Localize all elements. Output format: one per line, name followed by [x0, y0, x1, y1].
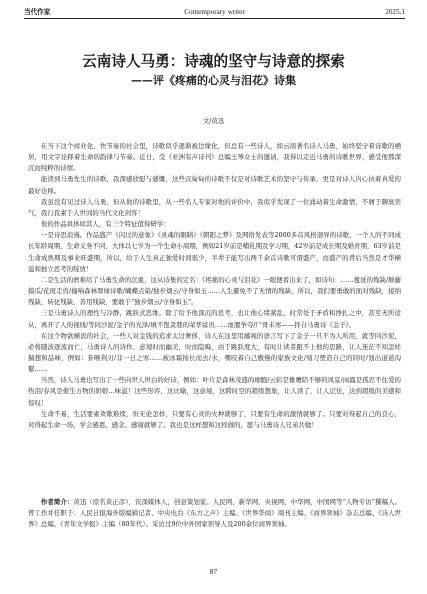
body-paragraph: 我虽没有见过诗人马勇，但从他的诗歌里，从一些名人专家对他的评价中，我似乎发现了一位涌动着生命激情，不屑于聊臭奕气，我行我素于人世间的当代文化剑客！ — [28, 197, 401, 217]
article-title: 云南诗人马勇：诗魂的坚守与诗意的探索 — [82, 53, 345, 70]
body-paragraph: 三是马勇诗人的理性与冷静，跳跃式思维。除了给予他深沉的思考，也让他心绪紧乱，时常处于矛盾和挣扎之中，甚至无所适从，离开了人的视线/等同沙泥/金子的光泽/填不饱贪婪的荣华富贵……血腥争夺/尸骨未寒——择自马勇诗《金子》。 — [28, 309, 401, 329]
body-paragraph: 生命不易，生活要素欢歌难续，但无论怎样，只要有心灵的火种就够了，只要有生命的激情就够了。只要对得起自己的良心，对得起生命一场，学会感恩、感念、感谢就够了。我也是这样想和这样做的，愿与马勇诗人兄弟共勉！ — [28, 409, 401, 429]
issue-number: 2025.1 — [385, 8, 405, 16]
author-bio-paragraph — [28, 497, 401, 530]
body-paragraph: 在当下这个商业化、快节奏的社会里，诗歌似乎逐渐被边缘化，但总有一些诗人，如云南著名诗人马勇，始终坚守着诗歌的栖居，用文字诠释着生命的韵律与节奏。近日，受《亚洲有声诗刊》总编王琴女士的邀请，我得以走近马勇的诗歌世界，感受他那深沉而纯粹的诗情。 — [28, 142, 401, 173]
page-number: 87 — [209, 567, 218, 576]
body-paragraph: 二是生活的磨难给了马勇生命的沉重，这从诗集的定名：《疼痛的心灵与泪花》一眼便看出来了，如诗句：……蔓延的残缺/顺藤摸瓜/花斑走兽/撞响森林翠绿诗歌/蝴蝶点染/独步烟云/守身如玉……人生避免不了无情的残缺，所以，我们要勇敢的面对残缺，接纳残缺，转化残缺，善用残缺，要敢于“独步烟云/守身如玉”。 — [28, 275, 401, 307]
body-paragraph: 在这个物欲横流的社会，一些人对金钱的追求太过奢侈，诗人在这里用鄙视的语言写下了金子一旦不为人所用，就等同沙泥，必将随波逐流而亡，马勇诗人的诗作，意境时而幽美，时而隐晦，由于跳跃度大，有时让读者跟不上他的思路，让人迷茫不知怎样揣想和品味，例如：卦喉利刃/非一日之寒……被冰霜扬长而去/水，嘿咬着自己傲慢的家族文化/刻刀塑造自己的同时/划出道道沟壑…… — [28, 331, 401, 374]
author-bio-label: 作者简介： — [40, 498, 74, 506]
body-paragraph: 能读到马勇先生的诗歌，我深感欣慰与感慨，这些沉甸甸的诗歌不仅是对诗歌艺术的坚守与传承，更是对诗人内心执着真爱的最好诠释。 — [28, 175, 401, 195]
magazine-name-english: Contemporary writer — [184, 8, 245, 16]
article-byline: 文/黄迅 — [202, 117, 225, 125]
running-header — [24, 7, 405, 19]
article-subtitle: ——评《疼痛的心灵与泪花》诗集 — [131, 74, 296, 87]
body-paragraph: 一是诗思浪漫。作品盛产《闪过的意象》《灵魂的眼睛》《朝阳之梦》及网络发表等2000多首风格迥异的诗歌，一个人的不同成长年龄周期，生命义务不同，大体以七岁为一个生命小周期，例如21岁前是哺乳期及学习期，42岁前是成长期及婚育期，63岁前是生命成熟期及事业旺盛期，所以，给于人生真正独爱时间很少，半辈子能写出两千余首诗歌可谓盛产，而盛产的背后当然是才华横溢和独立思考的绽放！ — [28, 231, 401, 273]
body-paragraph: 当然，诗人马勇也写出了一些向世人坦白的好诗，例如：叶片是森林茂盛的细胞/云彩是雄鹰陪不够的风景/雨露是孤忍不住爱的热泪/春风是催生万物的奶娘…味溢！这些形容，这比喻，这意境，这跨时空的超级想象，让人读了，让人记住，达到超级的美感和惊叹！ — [28, 376, 401, 407]
author-bio-text: 黄迅（原名黄正彦），资深媒体人，创意策划家。人民网、新华网、央视网、中华网、中国网等“人物专访”撰稿人。曾工作并任职于：人民日报海外版编辑记者、中央电台《东方之声》主编、《世界华商》周刊主编、《商界领袖》杂志总编、《诗人世界》总编、《青年文学报》主编（80年代）。采访过9位中外国家领导人及200余位商界领袖。 — [28, 498, 401, 529]
magazine-name: 当代作家 — [24, 8, 51, 16]
author-bio — [28, 497, 401, 530]
article-body — [28, 141, 401, 431]
body-paragraph: 他的作品具体如其人，有三个特征值得研学： — [40, 220, 170, 229]
